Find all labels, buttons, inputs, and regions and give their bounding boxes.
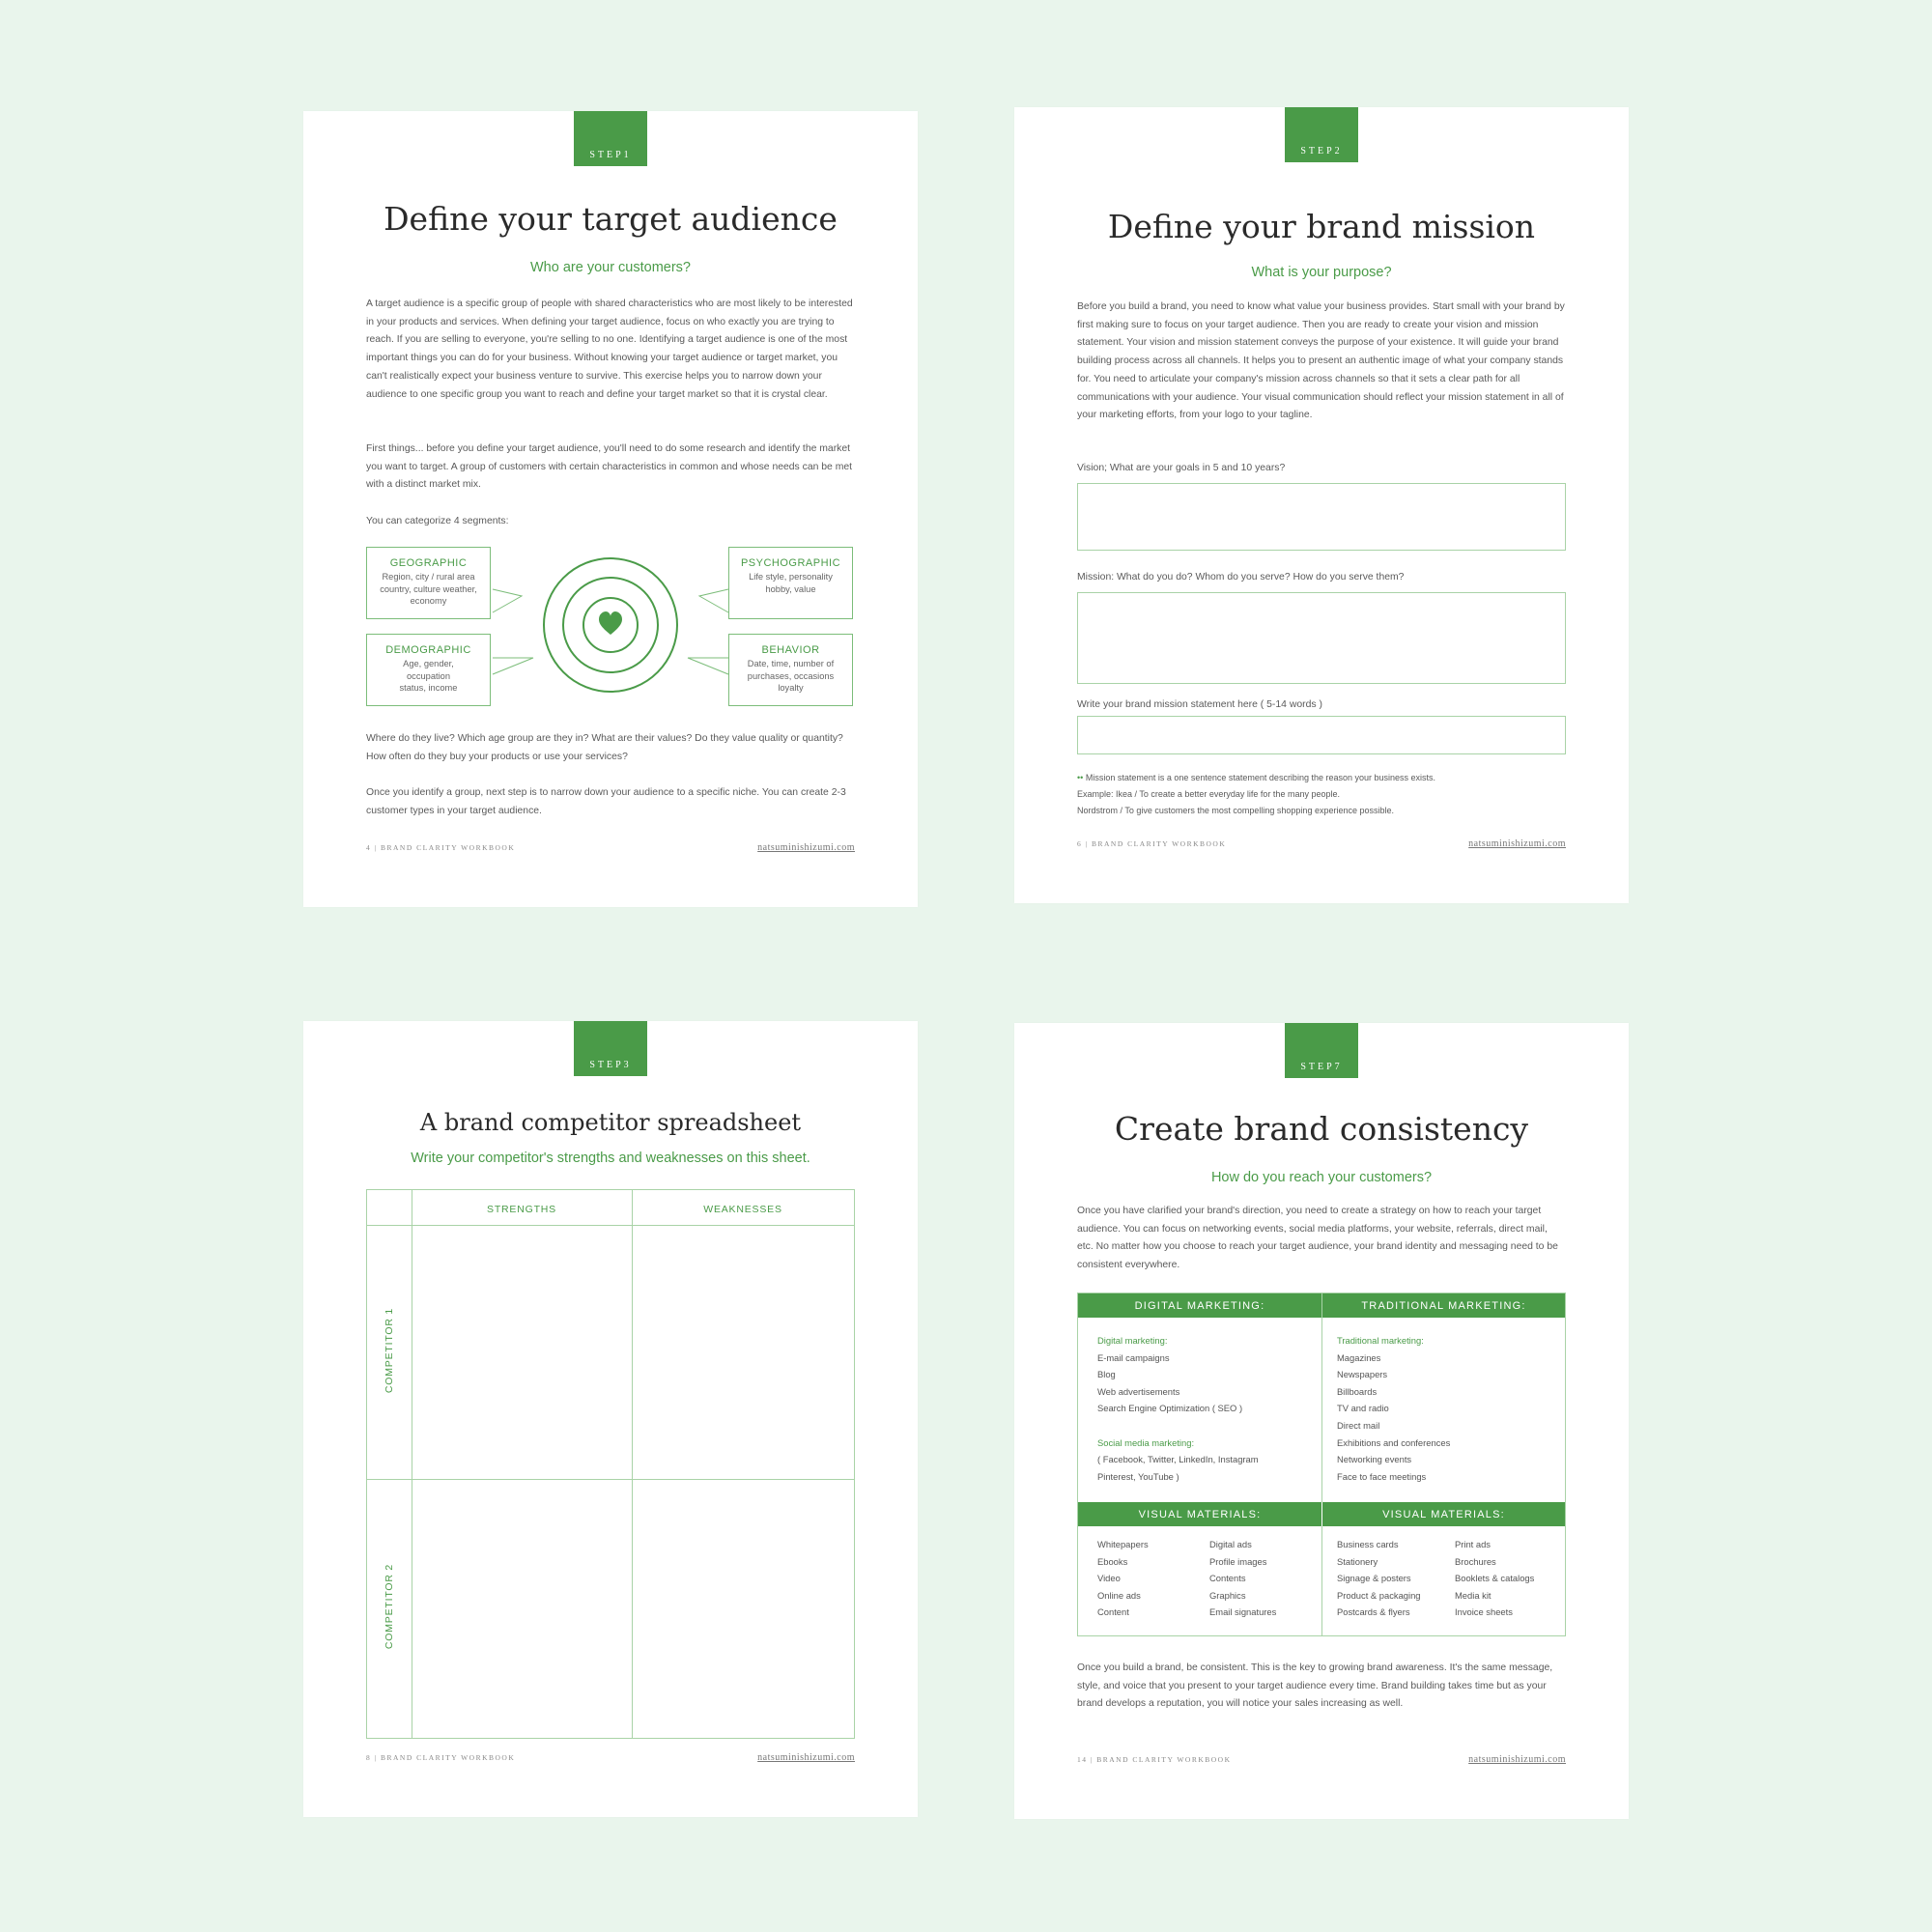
note-line [1077, 770, 1435, 786]
competitor-2-label: COMPETITOR 2 [384, 1563, 395, 1650]
list-item: Blog [1097, 1369, 1116, 1380]
heart-icon [599, 611, 622, 635]
page-footer [366, 1752, 855, 1763]
marketing-table [1077, 1293, 1566, 1636]
weaknesses-header: WEAKNESSES [703, 1204, 782, 1215]
step-tab: STEP2 [1285, 107, 1358, 162]
list-item: Online ads [1097, 1589, 1141, 1601]
segment-psychographic [728, 547, 853, 619]
page-subtitle: Write your competitor's strengths and weaknesses on this sheet. [411, 1151, 810, 1166]
page-footer [366, 842, 855, 853]
page-title: Create brand consistency [1114, 1110, 1529, 1148]
digital-marketing-header: DIGITAL MARKETING: [1078, 1293, 1321, 1318]
list-item: Brochures [1455, 1555, 1496, 1567]
segment-text: Age, gender, occupation status, income [399, 659, 458, 693]
body-paragraph: Once you identify a group, next step is to narrow down your audience to a specific niche. You can create 2-3 customer types in your target audience. [366, 787, 846, 816]
segment-text: Life style, personality hobby, value [749, 572, 833, 594]
list-item: Booklets & catalogs [1455, 1573, 1535, 1584]
visual-materials-list [1209, 1536, 1276, 1621]
list-item: Direct mail [1337, 1419, 1380, 1431]
list-heading: Digital marketing: [1097, 1335, 1168, 1346]
table-divider [1321, 1526, 1322, 1635]
body-paragraph: Where do they live? Which age group are they in? What are their values? Do they value quality or quantity? How often do they buy your products or use your services? [366, 733, 843, 762]
traditional-marketing-header: TRADITIONAL MARKETING: [1322, 1293, 1565, 1318]
list-item: Ebooks [1097, 1555, 1128, 1567]
list-item: Newspapers [1337, 1369, 1388, 1380]
list-item: Whitepapers [1097, 1539, 1149, 1549]
list-item: Stationery [1337, 1555, 1378, 1567]
list-item: Postcards & flyers [1337, 1606, 1410, 1618]
competitor-2-weaknesses-cell[interactable] [633, 1480, 854, 1738]
footer-website-link[interactable]: natsuminishizumi.com [757, 842, 855, 853]
list-item: Billboards [1337, 1385, 1378, 1397]
mission-statement-input-box[interactable] [1077, 716, 1566, 754]
vision-input-box[interactable] [1077, 483, 1566, 551]
psychographic-pointer [699, 589, 728, 612]
mission-label: Mission: What do you do? Whom do you serve? How do you serve them? [1077, 572, 1405, 582]
demographic-pointer [493, 658, 533, 674]
footer-page-label: 14 | BRAND CLARITY WORKBOOK [1077, 1755, 1232, 1764]
visual-materials-header-right: VISUAL MATERIALS: [1322, 1502, 1565, 1526]
list-item: Profile images [1209, 1555, 1267, 1567]
footer-page-label: 6 | BRAND CLARITY WORKBOOK [1077, 839, 1227, 848]
list-item: Business cards [1337, 1539, 1399, 1549]
body-paragraph: You can categorize 4 segments: [366, 516, 509, 526]
page-subtitle: How do you reach your customers? [1210, 1170, 1433, 1185]
list-item: Pinterest, YouTube ) [1097, 1470, 1179, 1482]
list-item: Networking events [1337, 1454, 1412, 1465]
segment-title: BEHAVIOR [761, 644, 820, 656]
segment-title: DEMOGRAPHIC [385, 644, 471, 656]
list-item: Invoice sheets [1455, 1606, 1513, 1618]
list-item: ( Facebook, Twitter, LinkedIn, Instagram [1097, 1454, 1259, 1465]
mission-input-box[interactable] [1077, 592, 1566, 684]
step-tab: STEP7 [1285, 1023, 1358, 1078]
list-item: Face to face meetings [1337, 1470, 1427, 1482]
competitor-1-strengths-cell[interactable] [412, 1226, 632, 1479]
footer-website-link[interactable]: natsuminishizumi.com [757, 1752, 855, 1763]
page-footer [1077, 1754, 1566, 1765]
list-spacer [1097, 1417, 1259, 1435]
list-item: Search Engine Optimization ( SEO ) [1097, 1403, 1243, 1414]
segment-behavior [728, 634, 853, 706]
list-item: Product & packaging [1337, 1589, 1421, 1601]
traditional-marketing-list [1337, 1332, 1450, 1485]
page-title: Define your brand mission [1107, 208, 1536, 245]
footer-page-label: 4 | BRAND CLARITY WORKBOOK [366, 843, 516, 852]
visual-materials-list [1097, 1536, 1149, 1621]
step-tab: STEP1 [574, 111, 647, 166]
workbook-page-step2 [1014, 107, 1629, 903]
page-title: A brand competitor spreadsheet [419, 1109, 802, 1136]
statement-label: Write your brand mission statement here ( 5-14 words ) [1077, 699, 1322, 710]
page-subtitle: What is your purpose? [1251, 265, 1392, 280]
bullet-dots-icon: •• [1077, 773, 1084, 782]
list-item: Signage & posters [1337, 1573, 1411, 1584]
note-line: Example: Ikea / To create a better everyday life for the many people. [1077, 789, 1340, 799]
list-heading: Social media marketing: [1097, 1436, 1195, 1448]
list-item: Print ads [1455, 1539, 1491, 1549]
table-divider [1321, 1293, 1322, 1502]
list-item: E-mail campaigns [1097, 1351, 1170, 1363]
competitor-1-weaknesses-cell[interactable] [633, 1226, 854, 1479]
list-item: Graphics [1209, 1589, 1246, 1601]
note-line: Nordstrom / To give customers the most compelling shopping experience possible. [1077, 806, 1394, 815]
visual-materials-list [1455, 1536, 1534, 1621]
competitor-2-strengths-cell[interactable] [412, 1480, 632, 1738]
segment-text: Region, city / rural area country, culture weather, economy [380, 572, 477, 606]
visual-materials-header-left: VISUAL MATERIALS: [1078, 1502, 1321, 1526]
footer-website-link[interactable]: natsuminishizumi.com [1468, 838, 1566, 849]
list-item: Web advertisements [1097, 1385, 1180, 1397]
list-heading: Traditional marketing: [1337, 1335, 1424, 1346]
body-paragraph: Once you have clarified your brand's direction, you need to create a strategy on how to reach your target audience. You can focus on networking events, social media platforms, your website, referrals, direct mail, etc. No matter how you choose to reach your target audience, your brand identity and messaging need to be consistent everywhere. [1077, 1206, 1558, 1271]
list-item: Video [1097, 1573, 1121, 1584]
list-item: Contents [1209, 1573, 1246, 1584]
mission-note [1077, 770, 1435, 819]
strengths-header: STRENGTHS [487, 1204, 556, 1215]
competitor-1-label: COMPETITOR 1 [384, 1307, 395, 1394]
list-item: Content [1097, 1606, 1129, 1618]
digital-marketing-list [1097, 1332, 1259, 1485]
body-paragraph: First things... before you define your target audience, you'll need to do some research and identify the market you want to target. A group of customers with certain characteristics in common and whose needs can be met with a distinct market mix. [366, 443, 853, 491]
behavior-pointer [688, 658, 728, 674]
list-item: Media kit [1455, 1589, 1492, 1601]
list-item: Exhibitions and conferences [1337, 1436, 1451, 1448]
segment-geographic [366, 547, 491, 619]
segment-title: PSYCHOGRAPHIC [740, 557, 841, 569]
geographic-pointer [493, 589, 522, 612]
step-tab: STEP3 [574, 1021, 647, 1076]
vision-label: Vision; What are your goals in 5 and 10 years? [1077, 463, 1286, 473]
body-paragraph: Once you build a brand, be consistent. This is the key to growing brand awareness. It's the same message, style, and voice that you present to your target audience every time. Brand building takes time but as your brand develops a reputation, you will notice your sales increasing as well. [1077, 1662, 1553, 1710]
competitor-table [366, 1189, 855, 1739]
note-text: Mission statement is a one sentence statement describing the reason your business exists. [1085, 773, 1436, 782]
workbook-page-step1 [303, 111, 918, 907]
page-footer [1077, 838, 1566, 849]
list-item: TV and radio [1337, 1403, 1389, 1414]
visual-materials-list [1337, 1536, 1421, 1621]
segment-demographic [366, 634, 491, 706]
page-title: Define your target audience [384, 200, 838, 238]
segment-title: GEOGRAPHIC [389, 557, 468, 569]
workbook-page-step3 [303, 1021, 918, 1817]
list-item: Magazines [1337, 1351, 1381, 1363]
body-paragraph: A target audience is a specific group of people with shared characteristics who are most likely to be interested in your products and services. When defining your target audience, focus on who exactly you are trying to reach. If you are selling to everyone, you're selling to no one. Identifying a target audience is one of the most important things you can do for your business. Without knowing your target audience or target market, you can't realistically expect your business venture to survive. This exercise helps you to narrow down your audience to one specific group you want to reach and define your target market so that it is crystal clear. [366, 298, 853, 400]
list-item: Digital ads [1209, 1539, 1252, 1549]
body-paragraph: Before you build a brand, you need to know what value your business provides. Start small with your brand by first making sure to focus on your target audience. Then you are ready to create your vision and mission statement. Your vision and mission statement conveys the purpose of your existence. It will guide your brand building process across all channels. It helps you to present an authentic image of what your company stands for. You need to articulate your company's mission across channels so that it sets a clear path for all communications with your audience. Your visual communication should reflect your mission statement in all of your marketing efforts, from your logo to your tagline. [1077, 301, 1565, 421]
footer-website-link[interactable]: natsuminishizumi.com [1468, 1754, 1566, 1765]
footer-page-label: 8 | BRAND CLARITY WORKBOOK [366, 1753, 516, 1762]
page-subtitle: Who are your customers? [529, 260, 691, 275]
list-item: Email signatures [1209, 1606, 1277, 1618]
workbook-page-step7 [1014, 1023, 1629, 1819]
segment-text: Date, time, number of purchases, occasions loyalty [747, 659, 835, 693]
